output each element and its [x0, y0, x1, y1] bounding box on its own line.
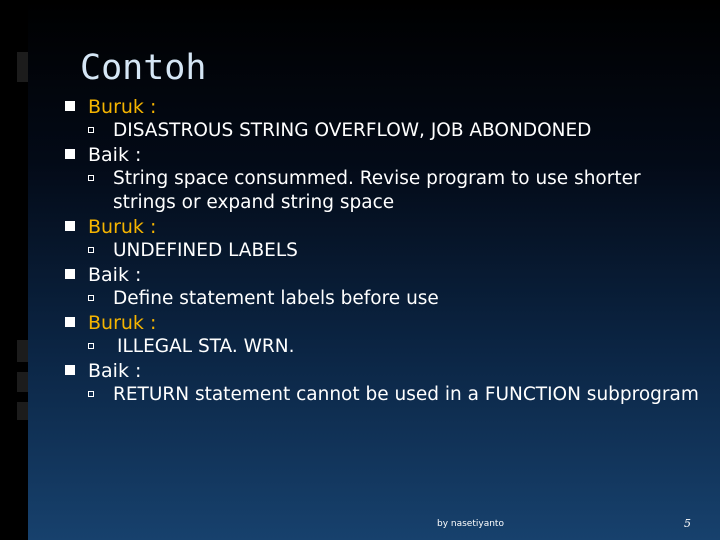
hollow-square-bullet-icon: [88, 391, 94, 397]
square-bullet-icon: [65, 269, 75, 279]
detail-text: UNDEFINED LABELS: [113, 240, 298, 261]
detail-text: DISASTROUS STRING OVERFLOW, JOB ABONDONED: [113, 120, 592, 141]
hollow-square-bullet-icon: [88, 175, 94, 181]
list-item-detail: [62, 239, 702, 263]
square-bullet-icon: [65, 101, 75, 111]
decoration-block: [17, 372, 28, 392]
hollow-square-bullet-icon: [88, 127, 94, 133]
page-number: 5: [684, 517, 691, 530]
good-label: Baik :: [88, 264, 142, 286]
detail-text: Define statement labels before use: [113, 288, 439, 309]
square-bullet-icon: [65, 317, 75, 327]
list-item: [62, 359, 702, 383]
list-item: [62, 263, 702, 287]
list-item-detail: [62, 167, 702, 215]
good-label: Baik :: [88, 360, 142, 382]
hollow-square-bullet-icon: [88, 343, 94, 349]
list-item-detail: [62, 383, 702, 407]
list-item-detail: [62, 287, 702, 311]
bullet-list: [62, 95, 702, 407]
decoration-block: [17, 340, 28, 362]
decoration-block: [17, 52, 28, 82]
bad-label: Buruk :: [88, 312, 157, 334]
list-item: [62, 143, 702, 167]
list-item-detail: [62, 119, 702, 143]
good-label: Baik :: [88, 144, 142, 166]
square-bullet-icon: [65, 149, 75, 159]
list-item-detail: [62, 335, 702, 359]
slide-title: Contoh: [80, 48, 207, 88]
detail-text: ILLEGAL STA. WRN.: [117, 336, 295, 357]
bad-label: Buruk :: [88, 216, 157, 238]
detail-text: RETURN statement cannot be used in a FUNCTION subprogram: [113, 384, 699, 405]
list-item: [62, 95, 702, 119]
list-item: [62, 311, 702, 335]
detail-text: String space consummed. Revise program to use shorter strings or expand string space: [113, 168, 641, 213]
square-bullet-icon: [65, 221, 75, 231]
footer-author: by nasetiyanto: [437, 519, 504, 529]
bad-label: Buruk :: [88, 96, 157, 118]
list-item: [62, 215, 702, 239]
hollow-square-bullet-icon: [88, 247, 94, 253]
hollow-square-bullet-icon: [88, 295, 94, 301]
decoration-block: [17, 402, 28, 420]
square-bullet-icon: [65, 365, 75, 375]
